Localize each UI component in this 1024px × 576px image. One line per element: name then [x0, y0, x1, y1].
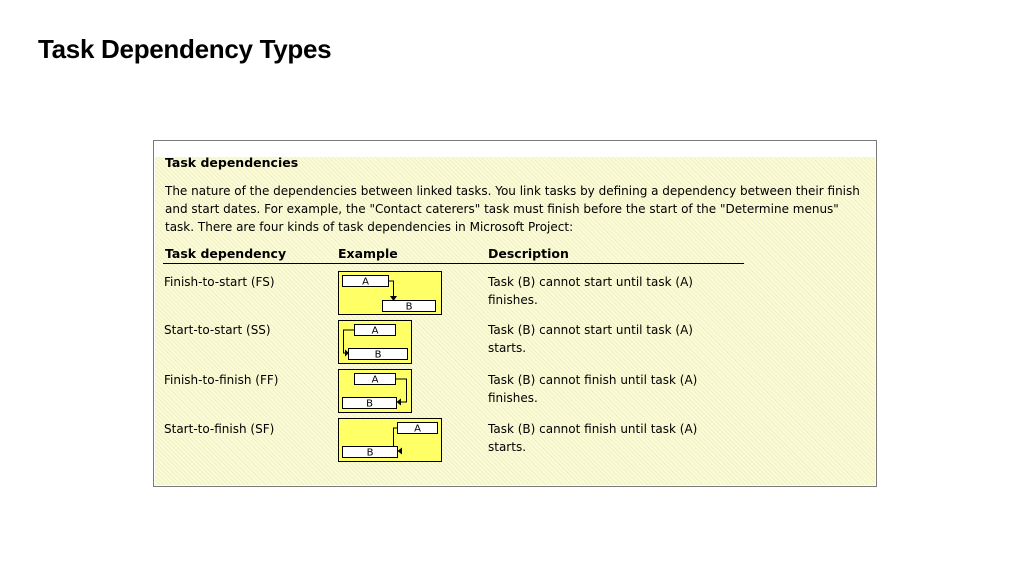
fs-task-b-label: B	[405, 301, 413, 313]
row-sf-type: Start-to-finish (SF)	[164, 422, 275, 436]
fs-task-a-label: A	[362, 276, 369, 288]
row-ss-type: Start-to-start (SS)	[164, 323, 271, 337]
sf-task-a-label: A	[414, 423, 421, 435]
row-ss-description: Task (B) cannot start until task (A) starts.	[488, 323, 693, 355]
ss-task-b-label: B	[374, 349, 382, 361]
panel-heading: Task dependencies	[165, 155, 299, 170]
sf-example-diagram	[338, 418, 442, 462]
ff-example-diagram	[338, 369, 412, 413]
column-header-dependency: Task dependency	[165, 246, 287, 261]
ff-task-a-label: A	[371, 374, 379, 386]
row-ff-type: Finish-to-finish (FF)	[164, 373, 279, 387]
row-ff-description: Task (B) cannot finish until task (A) finishes.	[488, 373, 698, 405]
column-header-example: Example	[338, 246, 398, 261]
header-divider	[163, 263, 744, 264]
column-header-description: Description	[488, 246, 569, 261]
sf-task-b-label: B	[366, 447, 374, 459]
ss-example-diagram	[338, 320, 412, 364]
intro-paragraph: The nature of the dependencies between linked tasks. You link tasks by defining a dependency between their finish and start dates. For example, the "Contact caterers" task must finish before the start of the "Determine menus" task. There are four kinds of task dependencies in Microsoft Project:	[165, 184, 860, 234]
task-dependencies-panel	[153, 140, 877, 487]
ff-task-b-label: B	[366, 398, 373, 410]
ss-task-a-label: A	[371, 325, 379, 337]
row-fs-description: Task (B) cannot start until task (A) finishes.	[488, 275, 693, 307]
row-sf-description: Task (B) cannot finish until task (A) starts.	[488, 422, 698, 454]
slide-title: Task Dependency Types	[38, 34, 332, 64]
fs-example-diagram	[338, 271, 442, 315]
row-fs-type: Finish-to-start (FS)	[164, 275, 275, 289]
